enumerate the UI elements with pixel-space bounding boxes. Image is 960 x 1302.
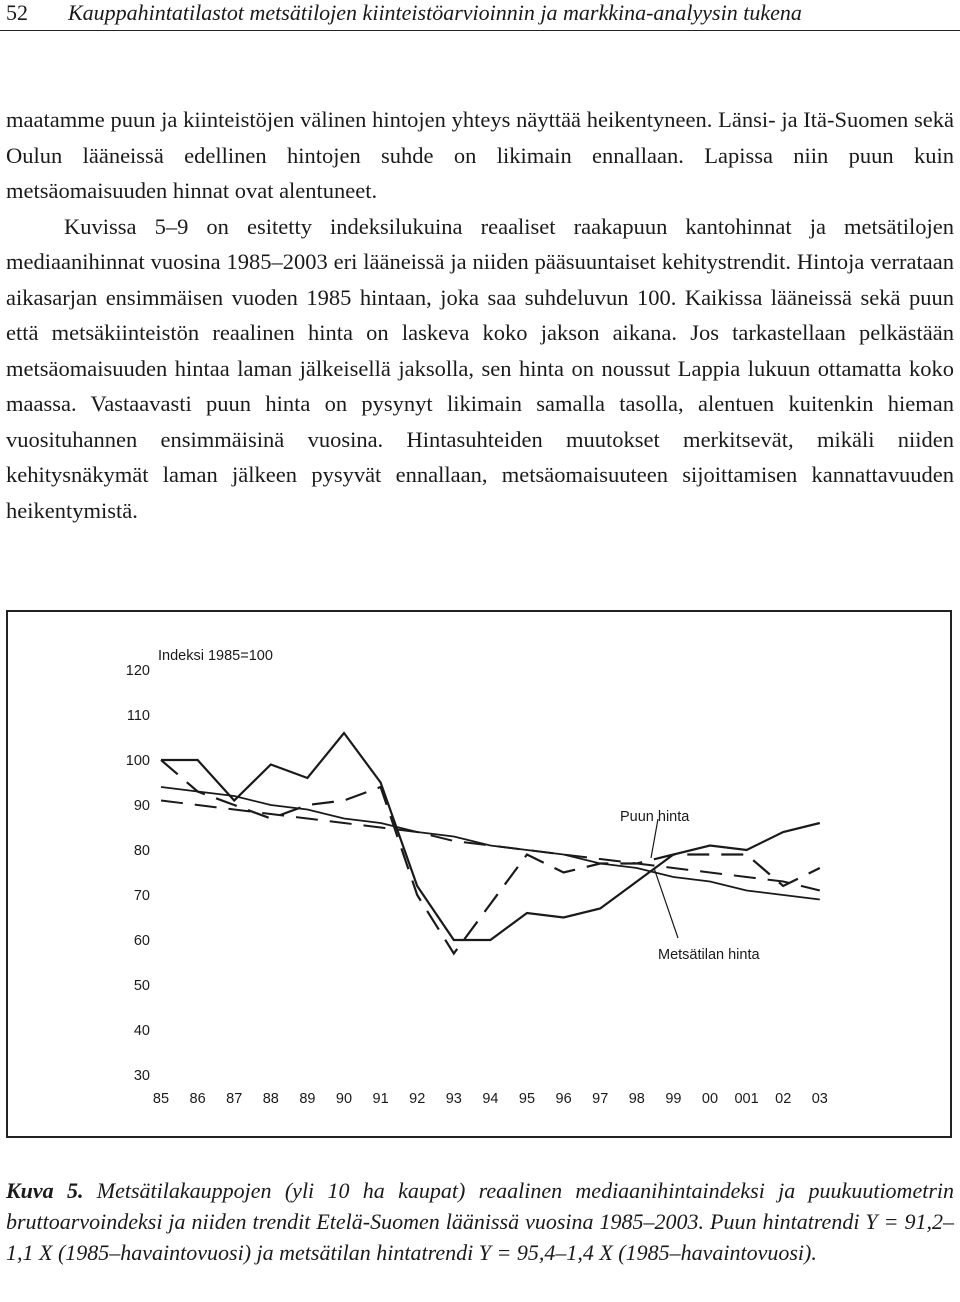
x-tick-label: 86: [189, 1091, 206, 1107]
x-tick-label: 95: [518, 1091, 536, 1107]
series-line-metsatila: [161, 733, 820, 940]
y-tick-label: 120: [125, 663, 150, 679]
page-number: 52: [6, 0, 28, 25]
x-tick-label: 98: [628, 1091, 645, 1107]
line-chart: [8, 612, 950, 1136]
y-tick-label: 30: [133, 1068, 150, 1084]
y-tick-label: 50: [133, 978, 150, 994]
puu-series-label: Puun hinta: [620, 809, 690, 825]
x-tick-label: 91: [372, 1091, 389, 1107]
page-header: [0, 0, 960, 30]
x-tick-label: 85: [152, 1091, 170, 1107]
x-tick-label: 00: [701, 1091, 719, 1107]
body-text: [6, 102, 954, 528]
metsatila-series-label: Metsätilan hinta: [658, 947, 760, 963]
header-rule: [0, 30, 960, 31]
y-tick-label: 40: [133, 1023, 150, 1039]
x-tick-label: 99: [665, 1091, 682, 1107]
x-tick-label: 94: [482, 1091, 499, 1107]
trend-line-metsatila: [161, 787, 820, 900]
y-tick-label: 110: [126, 708, 150, 724]
x-tick-label: 02: [775, 1091, 792, 1107]
x-tick-label: 90: [335, 1091, 353, 1107]
y-tick-label: 80: [133, 843, 150, 859]
caption-label: Kuva 5.: [6, 1178, 84, 1203]
y-tick-label: 70: [133, 888, 150, 904]
x-tick-label: 001: [734, 1091, 759, 1107]
caption-text: Metsätilakauppojen (yli 10 ha kaupat) reaalinen mediaanihintaindeksi ja puukuutiometrin bruttoarvoindeksi ja niiden trendit Etelä-Suomen läänissä vuosina 1985–2003. Puun hintatrendi Y = 91,2–1,1 X (1985–havaintovuosi) ja metsätilan hintatrendi Y = 95,4–1,4 X (1985–havaintovuosi).: [6, 1178, 954, 1265]
y-tick-label: 100: [125, 753, 150, 769]
figure-frame: [6, 610, 952, 1138]
x-tick-label: 97: [592, 1091, 609, 1107]
y-tick-label: 60: [133, 933, 150, 949]
x-tick-label: 03: [811, 1091, 828, 1107]
x-tick-label: 93: [445, 1091, 462, 1107]
y-axis-label: Indeksi 1985=100: [158, 648, 273, 664]
y-tick-label: 90: [133, 798, 150, 814]
series-line-puu: [161, 760, 820, 954]
paragraph-1: maatamme puun ja kiinteistöjen välinen hintojen yhteys näyttää heikentyneen. Länsi- ja Itä-Suomen sekä Oulun lääneissä edellinen hintojen suhde on likimain ennallaan. Lapissa niin puun kuin metsäomaisuuden hinnat ovat alentuneet.: [6, 107, 954, 203]
figure-caption: [6, 1175, 954, 1268]
x-tick-label: 87: [226, 1091, 243, 1107]
x-tick-label: 88: [262, 1091, 279, 1107]
x-tick-label: 89: [299, 1091, 316, 1107]
metsatila-label-leader: [654, 868, 678, 938]
running-title: Kauppahintatilastot metsätilojen kiinteistöarvioinnin ja markkina-analyysin tukena: [68, 0, 802, 25]
x-tick-label: 92: [409, 1091, 426, 1107]
x-tick-label: 96: [555, 1091, 572, 1107]
paragraph-2: Kuvissa 5–9 on esitetty indeksilukuina reaaliset raakapuun kantohinnat ja metsätilojen mediaanihinnat vuosina 1985–2003 eri lääneissä ja niiden pääsuuntaiset kehitystrendit. Hintoja verrataan aikasarjan ensimmäisen vuoden 1985 hintaan, joka saa suhdeluvun 100. Kaikissa lääneissä sekä puun että metsäkiinteistön reaalinen hinta on laskeva koko jakson aikana. Jos tarkastellaan pelkästään metsäomaisuuden hintaa laman jälkeisellä jaksolla, sen hinta on noussut Lappia lukuun ottamatta koko maassa. Vastaavasti puun hinta on pysynyt likimain samalla tasolla, alentuen kuitenkin hieman vuosituhannen ensimmäisinä vuosina. Hintasuhteiden muutokset merkitsevät, mikäli niiden kehitysnäkymät laman jälkeen pysyvät ennallaan, metsäomaisuuteen sijoittamisen kannattavuuden heikentymistä.: [6, 213, 954, 523]
